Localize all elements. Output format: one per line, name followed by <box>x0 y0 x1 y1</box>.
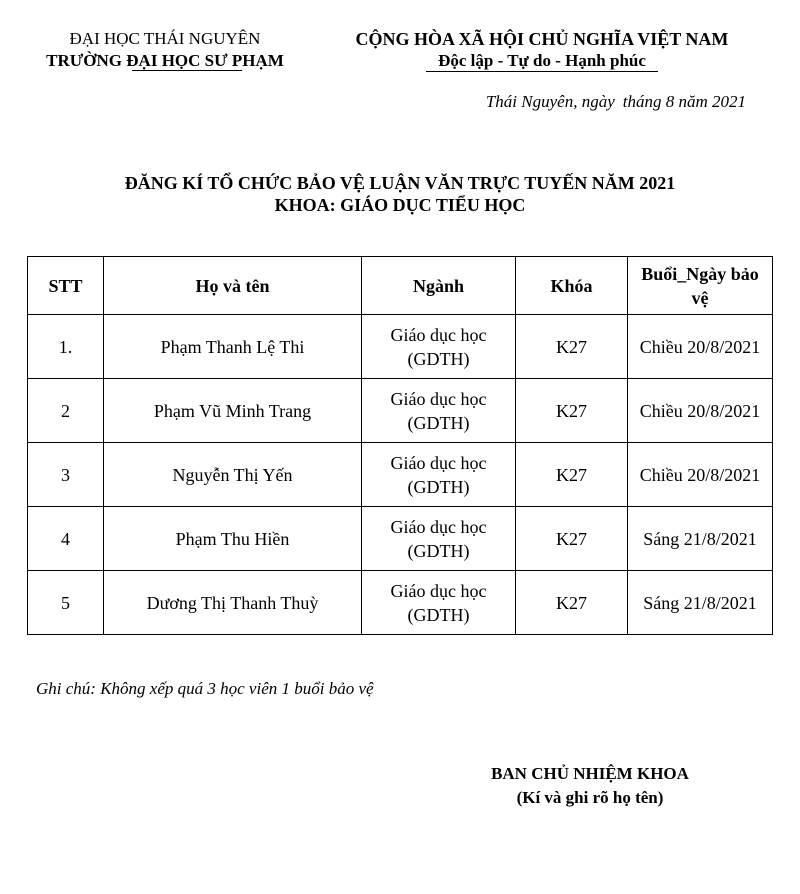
header-major: Ngành <box>362 257 516 315</box>
cell-major: Giáo dục học (GDTH) <box>362 443 516 507</box>
cell-name: Phạm Thu Hiền <box>104 507 362 571</box>
table-row <box>28 315 773 379</box>
title-line-1: ĐĂNG KÍ TỔ CHỨC BẢO VỆ LUẬN VĂN TRỰC TUYẾN NĂM 2021 <box>124 173 676 193</box>
cell-major: Giáo dục học (GDTH) <box>362 571 516 635</box>
cell-stt: 3 <box>28 443 104 507</box>
cell-stt: 2 <box>28 379 104 443</box>
header-course: Khóa <box>516 257 628 315</box>
country-name: CỘNG HÒA XÃ HỘI CHỦ NGHĨA VIỆT NAM <box>355 29 729 49</box>
cell-course: K27 <box>516 507 628 571</box>
issuer-block <box>30 28 300 73</box>
cell-session: Chiều 20/8/2021 <box>628 315 773 379</box>
signature-instruction: (Kí và ghi rõ họ tên) <box>516 788 664 807</box>
cell-name: Nguyễn Thị Yến <box>104 443 362 507</box>
cell-stt: 1. <box>28 315 104 379</box>
cell-stt: 4 <box>28 507 104 571</box>
signature-block <box>420 762 760 810</box>
cell-name: Dương Thị Thanh Thuỳ <box>104 571 362 635</box>
table-row <box>28 379 773 443</box>
header-session: Buổi_Ngày bảo vệ <box>628 257 773 315</box>
cell-name: Phạm Vũ Minh Trang <box>104 379 362 443</box>
header-name: Họ và tên <box>104 257 362 315</box>
national-motto: Độc lập - Tự do - Hạnh phúc <box>438 51 646 70</box>
table-row <box>28 443 773 507</box>
date-place: Thái Nguyên, ngày <box>485 92 615 111</box>
cell-session: Chiều 20/8/2021 <box>628 379 773 443</box>
date-month-year: tháng 8 năm 2021 <box>622 92 746 111</box>
cell-major: Giáo dục học (GDTH) <box>362 507 516 571</box>
table-row <box>28 507 773 571</box>
school-name: TRƯỜNG ĐẠI HỌC SƯ PHẠM <box>46 51 284 70</box>
cell-stt: 5 <box>28 571 104 635</box>
document-title <box>0 172 800 216</box>
school-underline <box>132 70 242 71</box>
cell-session: Sáng 21/8/2021 <box>628 571 773 635</box>
cell-major: Giáo dục học (GDTH) <box>362 379 516 443</box>
motto-underline <box>426 71 658 72</box>
cell-course: K27 <box>516 379 628 443</box>
table-header-row <box>28 257 773 315</box>
cell-session: Sáng 21/8/2021 <box>628 507 773 571</box>
footnote: Ghi chú: Không xếp quá 3 học viên 1 buổi bảo vệ <box>36 679 374 698</box>
signature-title: BAN CHỦ NHIỆM KHOA <box>491 764 689 783</box>
title-line-2: KHOA: GIÁO DỤC TIỂU HỌC <box>274 195 526 215</box>
cell-course: K27 <box>516 315 628 379</box>
date-line <box>486 92 746 112</box>
table-row <box>28 571 773 635</box>
cell-name: Phạm Thanh Lệ Thi <box>104 315 362 379</box>
cell-course: K27 <box>516 571 628 635</box>
university-name: ĐẠI HỌC THÁI NGUYÊN <box>69 29 261 48</box>
header-stt: STT <box>28 257 104 315</box>
cell-course: K27 <box>516 443 628 507</box>
cell-session: Chiều 20/8/2021 <box>628 443 773 507</box>
cell-major: Giáo dục học (GDTH) <box>362 315 516 379</box>
registration-table <box>27 256 773 635</box>
national-header <box>322 28 762 73</box>
